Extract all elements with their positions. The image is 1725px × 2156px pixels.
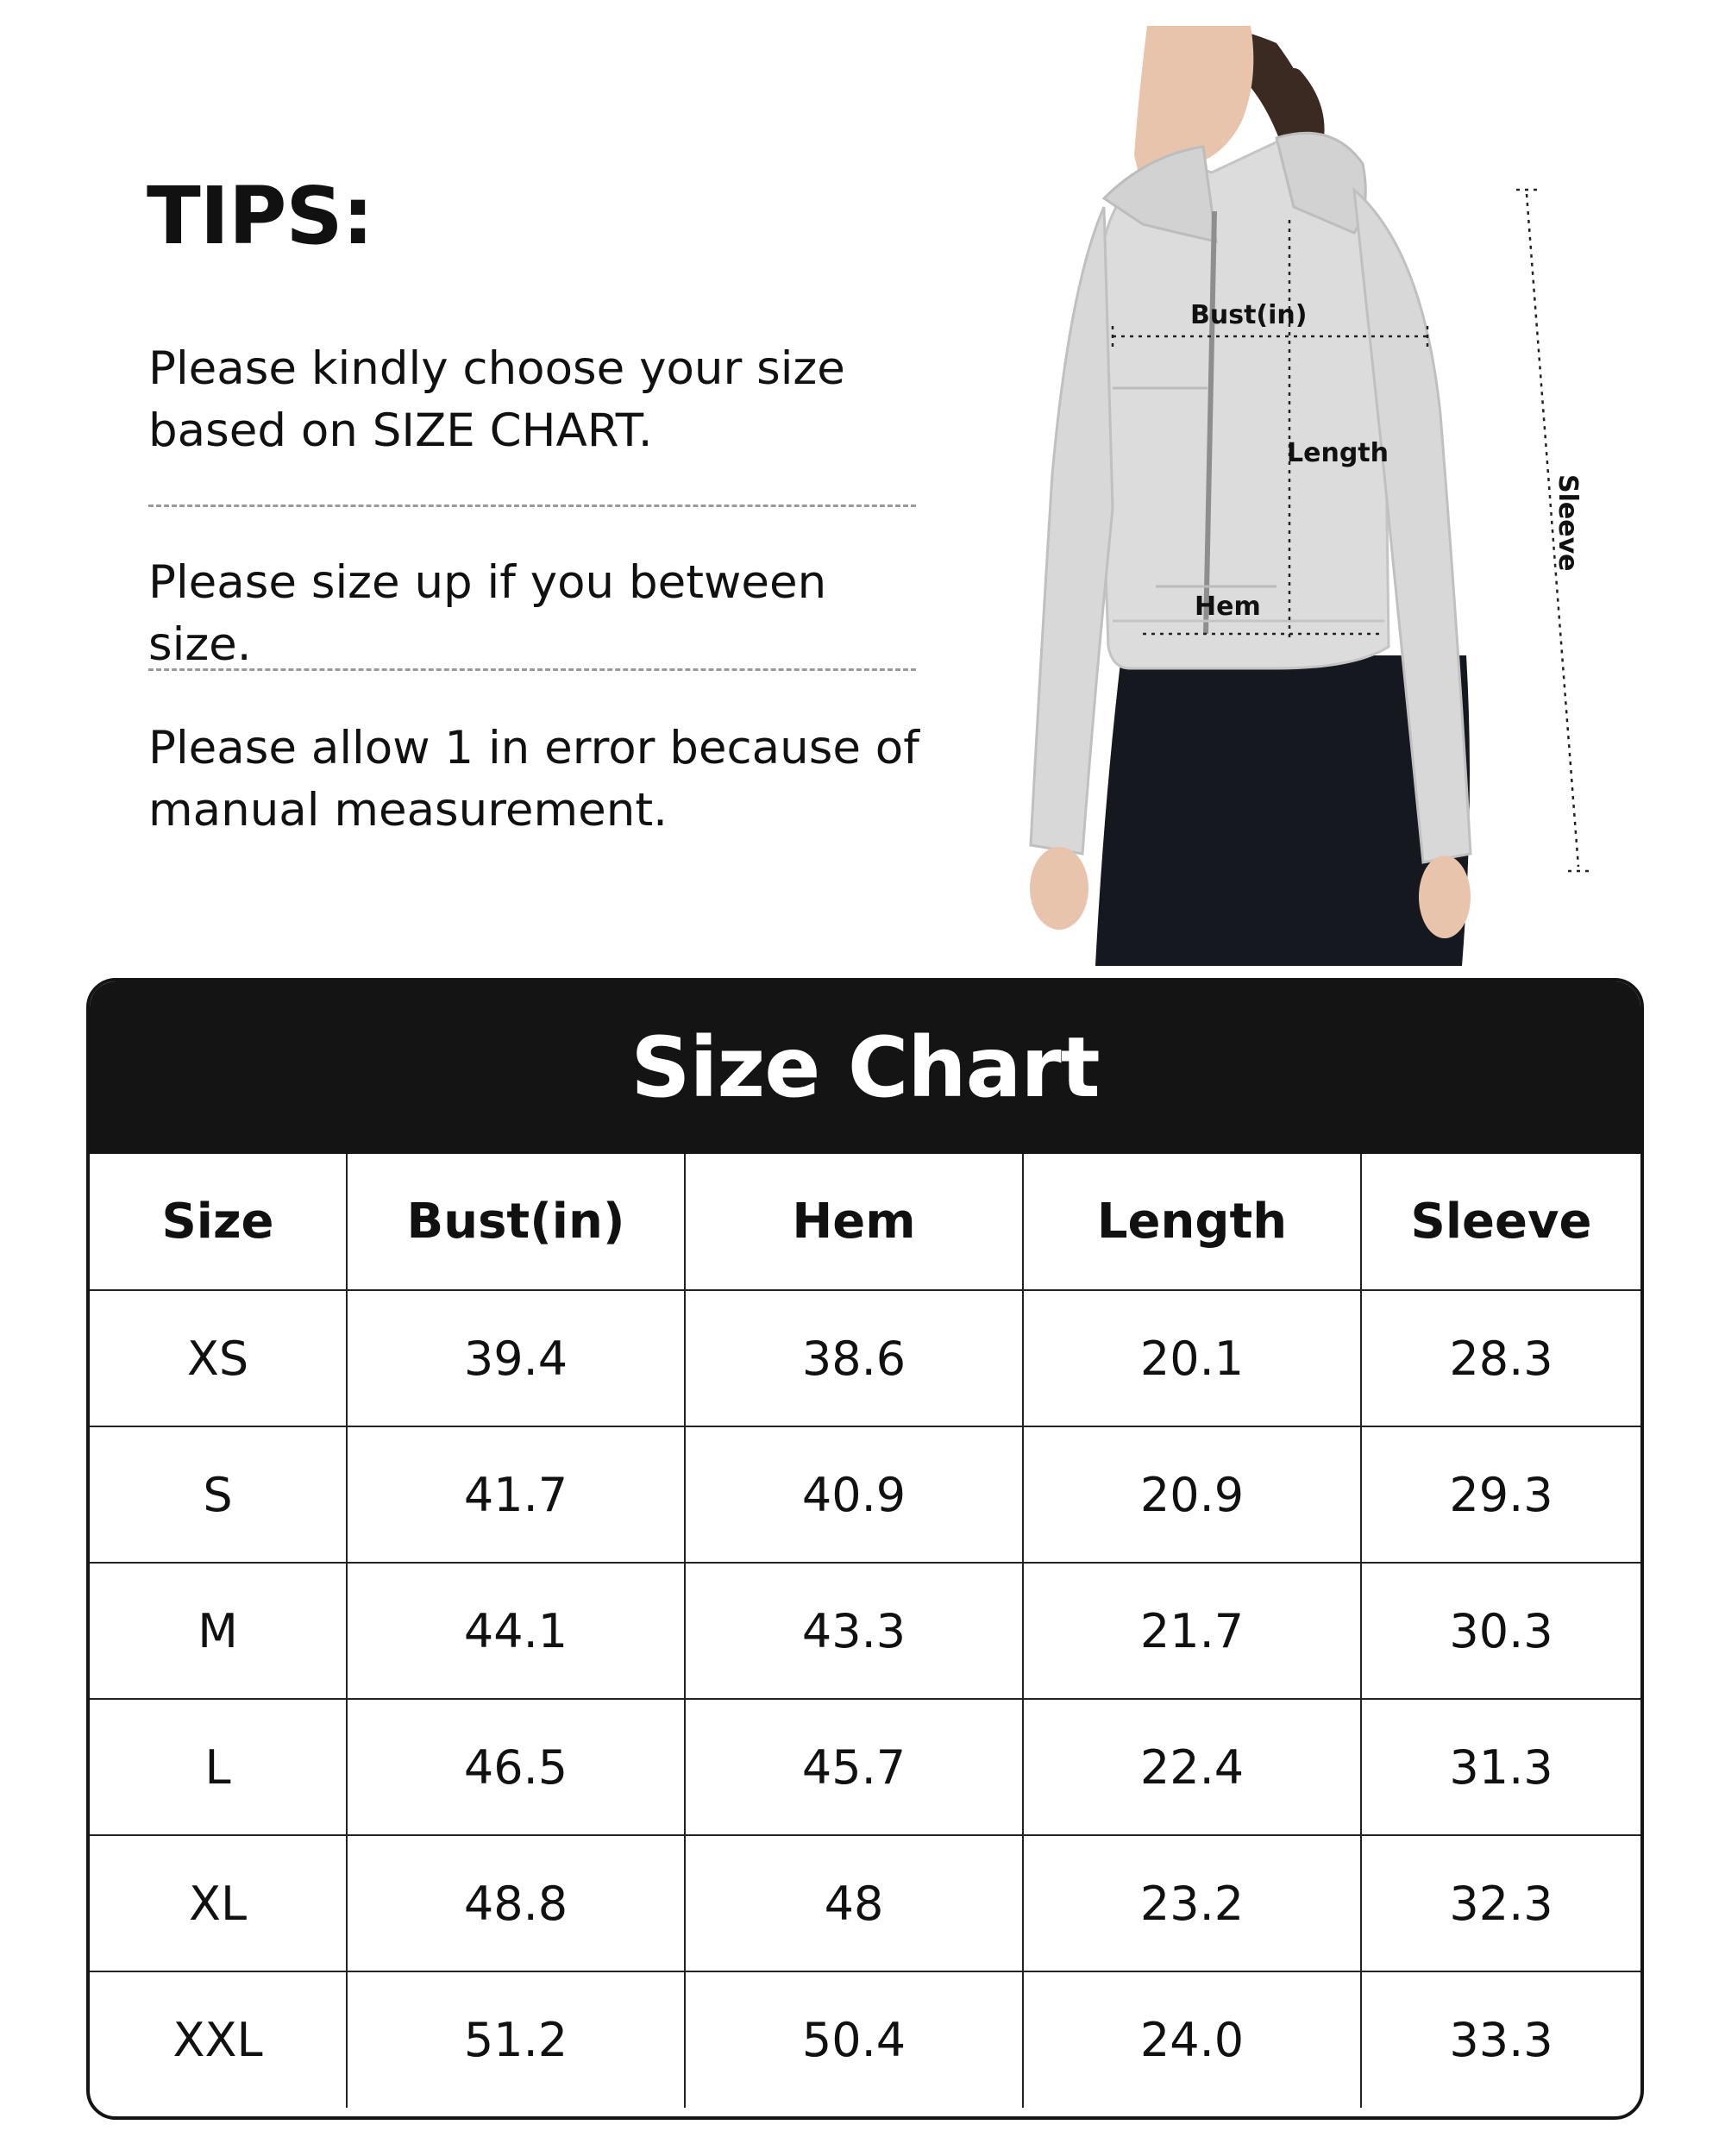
column-header-bust: Bust(in) bbox=[347, 1154, 685, 1290]
cell-size: XS bbox=[90, 1290, 347, 1426]
table-row bbox=[90, 1563, 1640, 1699]
size-table bbox=[90, 1154, 1640, 2108]
cell-size: XL bbox=[90, 1835, 347, 1971]
table-row bbox=[90, 1699, 1640, 1835]
column-header-size: Size bbox=[90, 1154, 347, 1290]
size-chart-title: Size Chart bbox=[90, 981, 1640, 1154]
cell-bust: 44.1 bbox=[347, 1563, 685, 1699]
cell-size: S bbox=[90, 1426, 347, 1563]
cell-hem: 45.7 bbox=[685, 1699, 1023, 1835]
tip-divider bbox=[148, 668, 916, 671]
cell-hem: 43.3 bbox=[685, 1563, 1023, 1699]
column-header-hem: Hem bbox=[685, 1154, 1023, 1290]
hem-label: Hem bbox=[1195, 592, 1261, 622]
cell-sleeve: 29.3 bbox=[1361, 1426, 1640, 1563]
cell-bust: 46.5 bbox=[347, 1699, 685, 1835]
left-hand bbox=[1030, 847, 1088, 930]
length-label: Length bbox=[1287, 438, 1389, 468]
cell-length: 20.9 bbox=[1023, 1426, 1361, 1563]
table-row bbox=[90, 1971, 1640, 2108]
tips-title: TIPS: bbox=[147, 170, 373, 262]
left-sleeve bbox=[1031, 207, 1113, 854]
tip-size-up: Please size up if you between size. bbox=[148, 556, 827, 671]
cell-hem: 48 bbox=[685, 1835, 1023, 1971]
table-header-row bbox=[90, 1154, 1640, 1290]
cell-sleeve: 32.3 bbox=[1361, 1835, 1640, 1971]
cell-sleeve: 31.3 bbox=[1361, 1699, 1640, 1835]
cell-length: 21.7 bbox=[1023, 1563, 1361, 1699]
cell-length: 23.2 bbox=[1023, 1835, 1361, 1971]
bust-label: Bust(in) bbox=[1190, 300, 1308, 330]
cell-size: XXL bbox=[90, 1971, 347, 2108]
column-header-length: Length bbox=[1023, 1154, 1361, 1290]
tip-divider bbox=[148, 505, 916, 507]
tip-measurement-error: Please allow 1 in error because of manual measurement. bbox=[148, 722, 919, 837]
cell-bust: 41.7 bbox=[347, 1426, 685, 1563]
sleeve-label: Sleeve bbox=[1552, 474, 1583, 572]
cell-hem: 40.9 bbox=[685, 1426, 1023, 1563]
right-hand bbox=[1419, 856, 1471, 938]
cell-bust: 51.2 bbox=[347, 1971, 685, 2108]
cell-hem: 38.6 bbox=[685, 1290, 1023, 1426]
table-row bbox=[90, 1835, 1640, 1971]
tip-choose-size: Please kindly choose your size based on SIZE CHART. bbox=[148, 342, 845, 457]
cell-length: 24.0 bbox=[1023, 1971, 1361, 2108]
cell-sleeve: 33.3 bbox=[1361, 1971, 1640, 2108]
cell-size: M bbox=[90, 1563, 347, 1699]
cell-sleeve: 28.3 bbox=[1361, 1290, 1640, 1426]
table-row bbox=[90, 1290, 1640, 1426]
cell-length: 20.1 bbox=[1023, 1290, 1361, 1426]
cell-size: L bbox=[90, 1699, 347, 1835]
cell-bust: 39.4 bbox=[347, 1290, 685, 1426]
size-chart bbox=[86, 978, 1644, 2120]
cell-length: 22.4 bbox=[1023, 1699, 1361, 1835]
cell-bust: 48.8 bbox=[347, 1835, 685, 1971]
model-photo bbox=[992, 26, 1596, 966]
table-row bbox=[90, 1426, 1640, 1563]
cell-sleeve: 30.3 bbox=[1361, 1563, 1640, 1699]
column-header-sleeve: Sleeve bbox=[1361, 1154, 1640, 1290]
cell-hem: 50.4 bbox=[685, 1971, 1023, 2108]
